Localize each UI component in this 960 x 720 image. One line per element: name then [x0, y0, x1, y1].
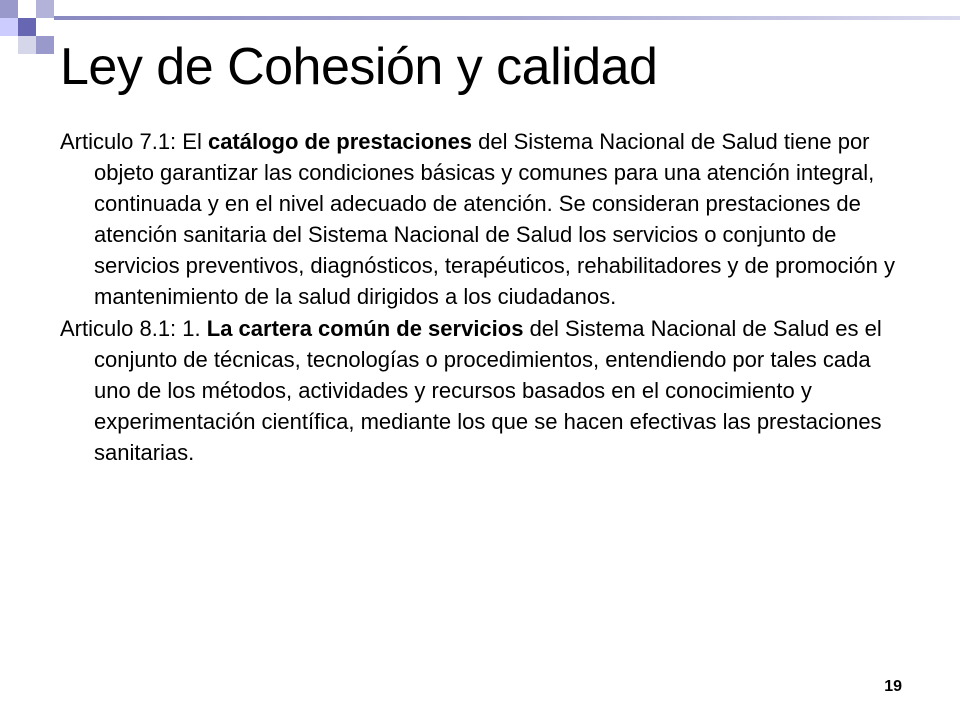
slide-title: Ley de Cohesión y calidad — [60, 38, 658, 96]
article-intro: Articulo 7.1: El — [60, 129, 208, 154]
page-number: 19 — [884, 678, 902, 695]
article-intro: Articulo 8.1: 1. — [60, 316, 207, 341]
article-key-term: catálogo de prestaciones — [207, 129, 473, 154]
decorative-square — [0, 0, 18, 18]
slide-body — [60, 126, 900, 469]
article-text: del Sistema Nacional de Salud tiene por objeto garantizar las condiciones básicas y comunes para una atención integral, continuada y en el nivel adecuado de atención. Se consideran prestaciones de atención sanitaria del Sistema Nacional de Salud los servicios o conjunto de servicios preventivos, diagnósticos, terapéuticos, rehabilitadores y de promoción y mantenimiento de la salud dirigidos a los ciudadanos. — [94, 129, 895, 309]
header-gradient-bar — [54, 16, 960, 20]
article-key-term: La cartera común de servicios — [206, 316, 524, 341]
decorative-square — [18, 0, 36, 18]
decorative-square — [36, 36, 54, 54]
decorative-square — [18, 18, 36, 36]
decorative-square — [36, 0, 54, 18]
decorative-square — [18, 36, 36, 54]
decorative-square — [36, 18, 54, 36]
decorative-square — [0, 18, 18, 36]
article-paragraph — [60, 313, 900, 468]
article-paragraph — [60, 126, 900, 312]
article-text: del Sistema Nacional de Salud es el conjunto de técnicas, tecnologías o procedimientos, entendiendo por tales cada uno de los métodos, actividades y recursos basados en el conocimiento y experimentación científica, mediante los que se hacen efectivas las prestaciones sanitarias. — [94, 316, 882, 465]
